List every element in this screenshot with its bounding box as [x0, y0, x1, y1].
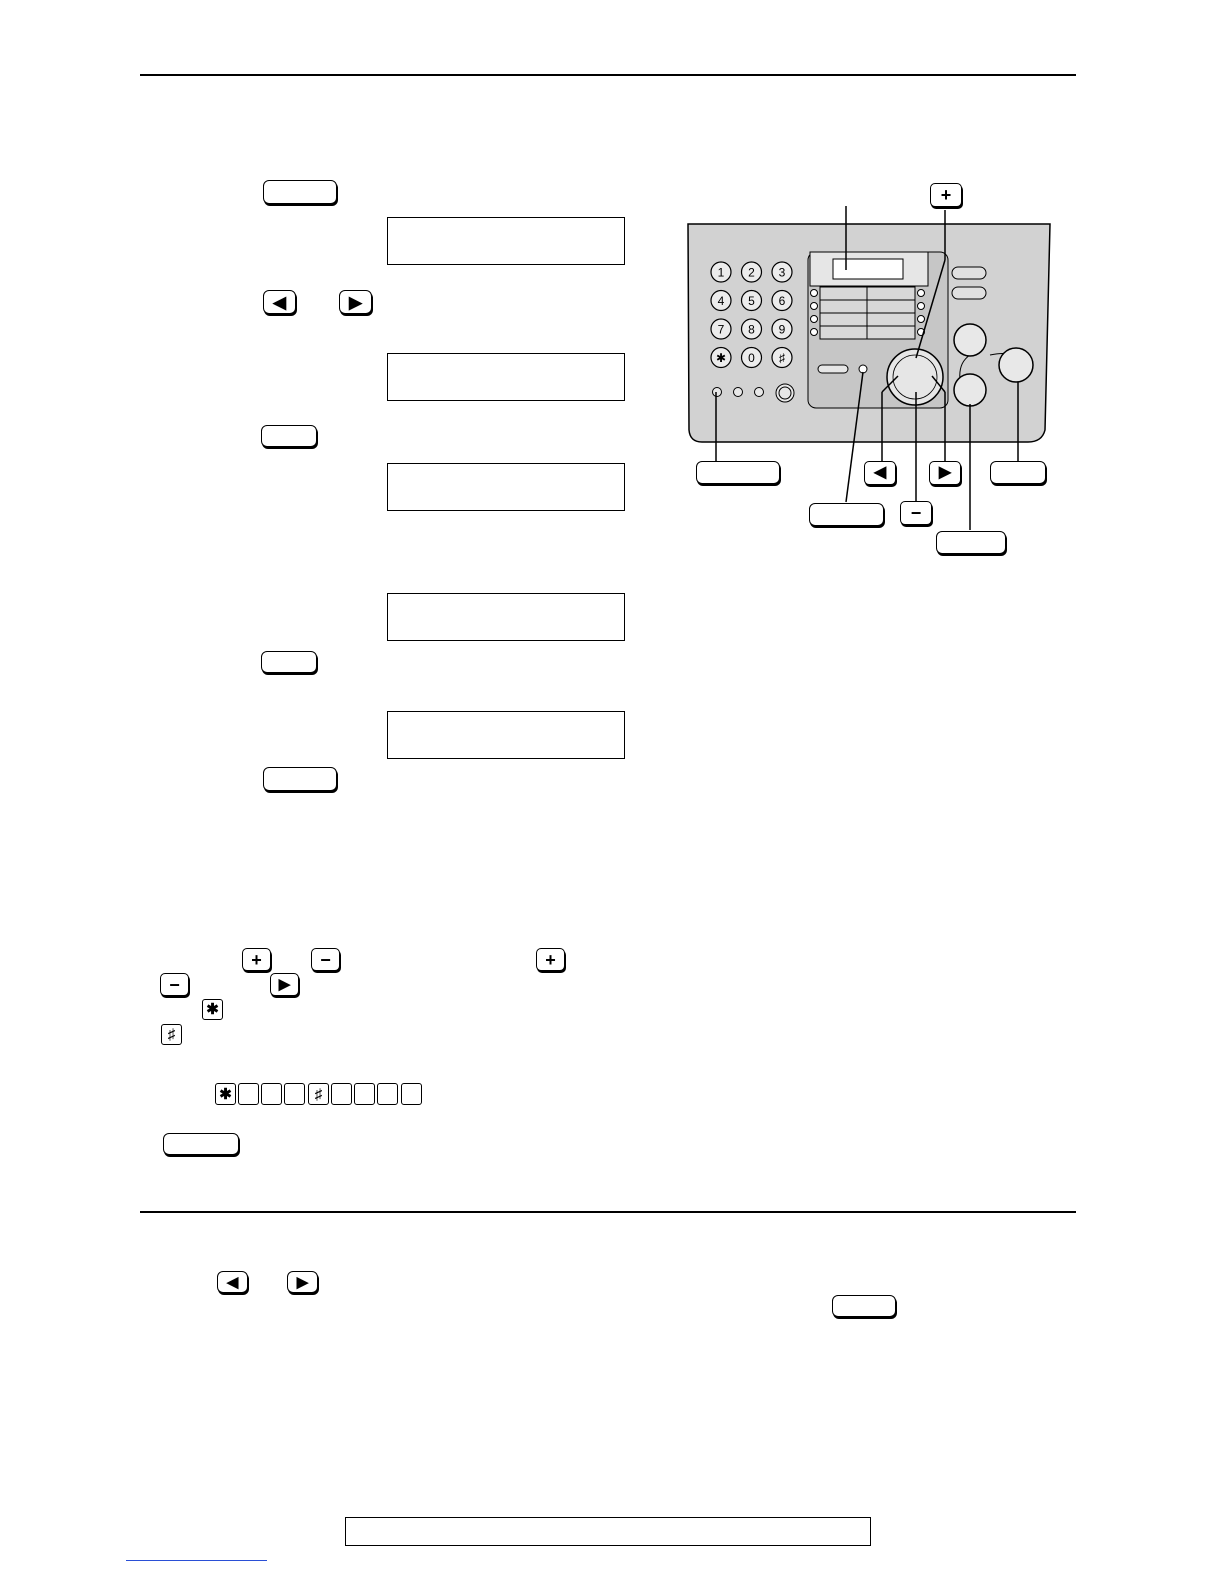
- left-arrow-key[interactable]: [263, 290, 296, 314]
- right-arrow-key[interactable]: [339, 290, 372, 314]
- right-arrow-icon: ▶: [348, 292, 363, 312]
- plus-icon: +: [940, 185, 952, 205]
- hash-icon: ♯: [314, 1085, 323, 1103]
- left-arrow-icon: ◀: [873, 464, 887, 481]
- seq-blank-key[interactable]: [377, 1083, 398, 1105]
- keypad-label: 0: [748, 351, 755, 365]
- seq-hash-key[interactable]: [308, 1083, 329, 1105]
- keypad-label: 3: [778, 265, 786, 280]
- seq-blank-key[interactable]: [284, 1083, 305, 1105]
- section-rule: [140, 1211, 1076, 1213]
- left-arrow-icon: ◀: [272, 292, 287, 312]
- step1-menu-key[interactable]: [263, 180, 337, 204]
- keypad-label: 9: [778, 322, 786, 337]
- right-arrow-icon: ▶: [938, 464, 952, 481]
- panel-right-label-key[interactable]: [990, 461, 1046, 484]
- bottom-right-arrow-key[interactable]: [287, 1271, 318, 1293]
- keypad-label: 5: [748, 294, 755, 308]
- seq-blank-key[interactable]: [331, 1083, 352, 1105]
- panel-round-button-right: [999, 348, 1033, 382]
- panel-middle-label-key[interactable]: [809, 503, 884, 526]
- keypad-label: ✱: [715, 351, 727, 365]
- footer-link-underline[interactable]: [126, 1560, 267, 1561]
- keypad-label: 8: [748, 322, 755, 337]
- keypad-label: 4: [717, 294, 725, 308]
- footer-box: [345, 1517, 871, 1546]
- display-step2: [387, 353, 625, 401]
- minus-icon: −: [169, 974, 180, 995]
- display-step5: [387, 711, 625, 759]
- navigator-dial: [887, 349, 943, 405]
- keypad-label: 2: [748, 265, 755, 280]
- left-arrow-icon: ◀: [226, 1273, 239, 1291]
- seq-blank-key[interactable]: [401, 1083, 422, 1105]
- display-step1: [387, 217, 625, 265]
- keypad-label: ♯: [779, 351, 785, 365]
- panel-round-button-bottom: [954, 374, 986, 406]
- keypad-label: 6: [778, 294, 786, 308]
- step3-set-key[interactable]: [261, 425, 317, 447]
- panel-minus-key[interactable]: [900, 501, 932, 525]
- note-hash-key[interactable]: [161, 1024, 182, 1045]
- right-arrow-icon: ▶: [296, 1273, 309, 1291]
- hash-icon: ♯: [167, 1026, 176, 1043]
- note-plus-key[interactable]: [242, 948, 271, 971]
- panel-bottom-label-key[interactable]: [936, 531, 1006, 554]
- keypad-label: 7: [717, 322, 725, 337]
- panel-plus-key[interactable]: [930, 183, 962, 207]
- note-minus-key-2[interactable]: [160, 973, 189, 996]
- panel-right-arrow-key[interactable]: [929, 461, 961, 485]
- seq-star-key[interactable]: [215, 1083, 236, 1105]
- header-rule: [140, 74, 1076, 76]
- panel-round-button-top: [954, 324, 986, 356]
- minus-icon: −: [910, 503, 922, 523]
- bottom-right-label-key[interactable]: [832, 1295, 896, 1317]
- step6-menu-key[interactable]: [263, 767, 337, 791]
- bottom-left-arrow-key[interactable]: [217, 1271, 248, 1293]
- star-icon: ✱: [219, 1085, 232, 1103]
- seq-blank-key[interactable]: [238, 1083, 259, 1105]
- panel-left-label-key[interactable]: [696, 461, 780, 484]
- note-plus-key-2[interactable]: [536, 948, 565, 971]
- note-minus-key[interactable]: [311, 948, 340, 971]
- display-step3: [387, 463, 625, 511]
- keypad-label: 1: [717, 265, 725, 280]
- plus-icon: +: [251, 949, 262, 970]
- plus-icon: +: [545, 949, 556, 970]
- seq-blank-key[interactable]: [261, 1083, 282, 1105]
- seq-blank-key[interactable]: [354, 1083, 375, 1105]
- star-icon: ✱: [206, 1001, 219, 1018]
- panel-left-arrow-key[interactable]: [864, 461, 896, 485]
- minus-icon: −: [320, 949, 331, 970]
- note-menu-key[interactable]: [163, 1133, 239, 1155]
- step5-set-key[interactable]: [261, 651, 317, 673]
- note-right-arrow-key[interactable]: [270, 973, 299, 996]
- note-star-key[interactable]: [202, 999, 223, 1020]
- right-arrow-icon: ▶: [278, 976, 291, 993]
- display-step4: [387, 593, 625, 641]
